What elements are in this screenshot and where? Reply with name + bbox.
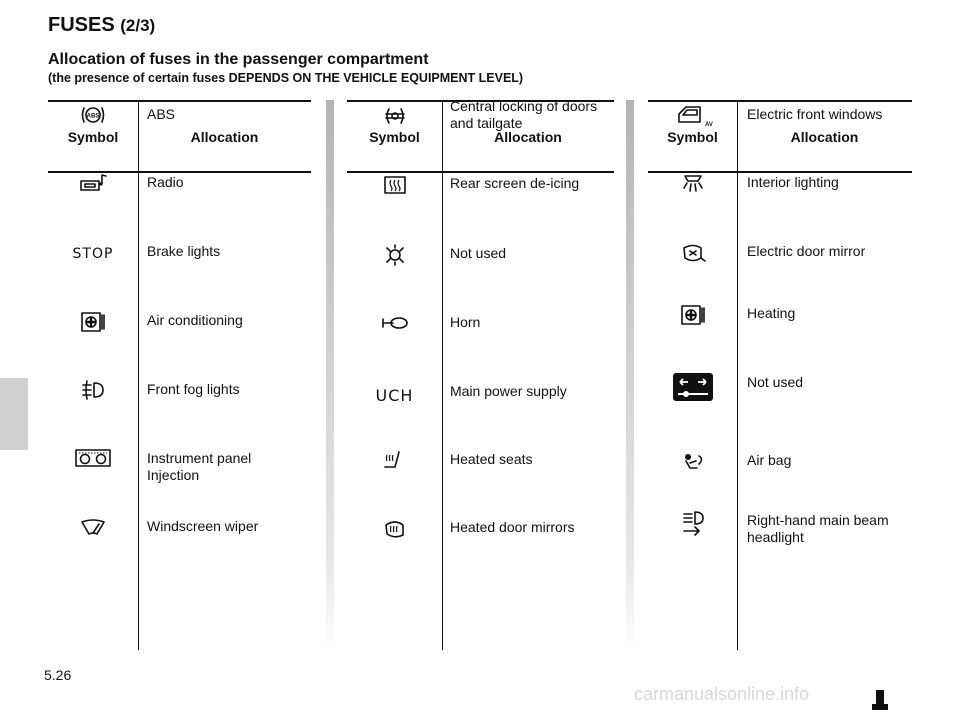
- rear-defrost-icon: [347, 173, 442, 201]
- airbag-icon: [648, 450, 737, 478]
- section-subtitle: Allocation of fuses in the passenger compartment: [48, 51, 429, 68]
- watermark: carmanualsonline.info: [634, 684, 810, 704]
- fuse-allocation: Heated seats: [450, 451, 533, 467]
- stop-icon: STOP: [72, 246, 114, 262]
- central-locking-icon: [347, 104, 442, 132]
- svg-text:AV: AV: [704, 122, 713, 128]
- chapter-tab: [0, 378, 28, 450]
- allocation-header: Allocation: [190, 129, 259, 145]
- fuse-table-3: [648, 100, 912, 545]
- fuse-allocation: Air bag: [747, 452, 792, 468]
- page-number: 5.26: [44, 667, 72, 683]
- abs-icon: [48, 104, 138, 130]
- title-text: FUSES: [48, 14, 115, 36]
- equipment-note: (the presence of certain fuses DEPENDS ON THE VEHICLE EQUIPMENT LEVEL): [48, 71, 524, 85]
- symbol-header: Symbol: [667, 129, 718, 145]
- allocation-header: Allocation: [790, 129, 859, 145]
- fuse-allocation: Rear screen de-icing: [450, 175, 580, 191]
- column-divider: [326, 100, 334, 648]
- fuse-allocation: Brake lights: [147, 243, 221, 259]
- allocation-header: Allocation: [494, 129, 562, 145]
- front-fog-icon: [48, 379, 138, 405]
- page-title: [48, 14, 155, 37]
- heating-fan-icon: [648, 303, 737, 331]
- fuse-allocation: Radio: [147, 174, 184, 190]
- fuse-allocation: Interior lighting: [747, 174, 839, 190]
- fan-icon: [48, 310, 138, 338]
- fuse-allocation: ABS: [147, 106, 176, 122]
- uch-icon: UCH: [375, 386, 414, 405]
- fuse-allocation: Instrument panel Injection: [147, 450, 252, 483]
- not-used-icon: [347, 243, 442, 271]
- fuse-allocation: Horn: [450, 314, 481, 330]
- fuse-allocation: Right-hand main beam headlight: [747, 512, 889, 545]
- front-window-icon: [648, 104, 737, 132]
- table-column-line: [138, 102, 139, 650]
- symbol-header: Symbol: [369, 129, 420, 145]
- column-divider: [626, 100, 634, 648]
- symbol-header: Symbol: [67, 129, 119, 145]
- interior-light-icon: [648, 172, 737, 198]
- table-column-line: [442, 102, 443, 650]
- horn-icon: [347, 312, 442, 338]
- heated-mirror-icon: [347, 517, 442, 545]
- seat-adjust-icon: [648, 372, 737, 406]
- fuse-allocation: Not used: [450, 245, 507, 261]
- fuse-allocation: Air conditioning: [147, 312, 243, 328]
- instrument-panel-icon: [48, 448, 138, 472]
- door-mirror-icon: [648, 241, 737, 269]
- radio-icon: [48, 172, 138, 198]
- table-column-line: [737, 102, 738, 650]
- fuse-allocation: Front fog lights: [147, 381, 240, 397]
- fuse-allocation: Electric door mirror: [747, 243, 866, 259]
- corner-mark: [872, 704, 888, 710]
- fuse-allocation: Windscreen wiper: [147, 518, 259, 534]
- fuse-allocation: Not used: [747, 374, 804, 390]
- fuse-allocation: Main power supply: [450, 383, 567, 399]
- fuse-allocation: Heating: [747, 305, 796, 321]
- fuse-table-1: [48, 100, 311, 534]
- wiper-icon: [48, 516, 138, 542]
- heated-seat-icon: [347, 449, 442, 477]
- title-part: (2/3): [120, 16, 156, 35]
- svg-text:ABS: ABS: [86, 113, 100, 120]
- fuse-table-2: [347, 98, 614, 535]
- main-beam-icon: [648, 510, 737, 540]
- fuse-allocation: Central locking of doors and tailgate: [450, 98, 598, 131]
- fuse-allocation: Heated door mirrors: [450, 519, 575, 535]
- fuse-allocation: Electric front windows: [747, 106, 883, 122]
